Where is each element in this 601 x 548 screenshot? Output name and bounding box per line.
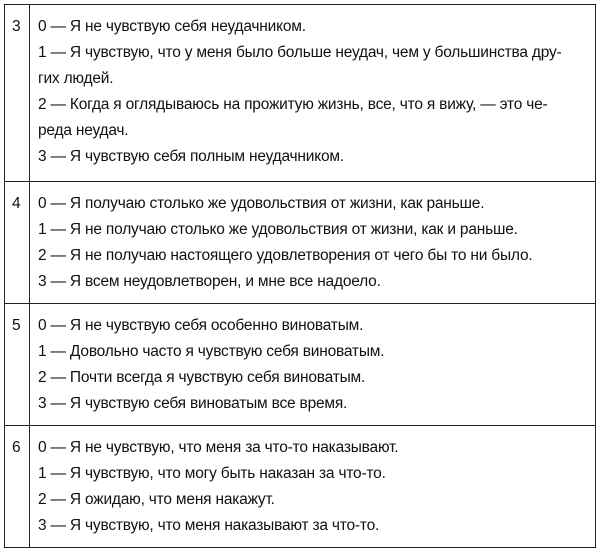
option-line: реда неудач. xyxy=(38,122,129,139)
option-line: 0 — Я получаю столько же удовольствия от жизни, как раньше. xyxy=(38,195,485,212)
option-line: 1 — Я чувствую, что у меня было больше неудач, чем у большинства дру- xyxy=(38,44,562,61)
option-line: 3 — Я чувствую, что меня наказывают за что-то. xyxy=(38,517,380,534)
option-line: 2 — Когда я оглядываюсь на прожитую жизнь, все, что я вижу, — это че- xyxy=(38,96,548,113)
answer-options xyxy=(30,426,596,548)
option-line: 0 — Я не чувствую себя особенно виноватым. xyxy=(38,317,364,334)
table-row xyxy=(5,304,596,426)
item-number: 4 xyxy=(5,182,30,304)
answer-options xyxy=(30,304,596,426)
option-line: 0 — Я не чувствую, что меня за что-то наказывают. xyxy=(38,439,399,456)
item-number: 3 xyxy=(5,5,30,182)
item-number: 6 xyxy=(5,426,30,548)
option-line: 1 — Довольно часто я чувствую себя виноватым. xyxy=(38,343,385,360)
option-line: 0 — Я не чувствую себя неудачником. xyxy=(38,18,306,35)
answer-options xyxy=(30,182,596,304)
option-line: гих людей. xyxy=(38,70,114,87)
option-line: 1 — Я не получаю столько же удовольствия от жизни, как и раньше. xyxy=(38,221,518,238)
table-row xyxy=(5,5,596,182)
table-row xyxy=(5,426,596,548)
option-line: 2 — Я не получаю настоящего удовлетворения от чего бы то ни было. xyxy=(38,247,533,264)
table-row xyxy=(5,182,596,304)
questionnaire-table xyxy=(4,4,596,548)
option-line: 3 — Я всем неудовлетворен, и мне все надоело. xyxy=(38,273,381,290)
option-line: 1 — Я чувствую, что могу быть наказан за что-то. xyxy=(38,465,386,482)
option-line: 2 — Я ожидаю, что меня накажут. xyxy=(38,491,275,508)
option-line: 3 — Я чувствую себя полным неудачником. xyxy=(38,148,344,165)
option-line: 2 — Почти всегда я чувствую себя виноватым. xyxy=(38,369,366,386)
answer-options xyxy=(30,5,596,182)
item-number: 5 xyxy=(5,304,30,426)
option-line: 3 — Я чувствую себя виноватым все время. xyxy=(38,395,348,412)
